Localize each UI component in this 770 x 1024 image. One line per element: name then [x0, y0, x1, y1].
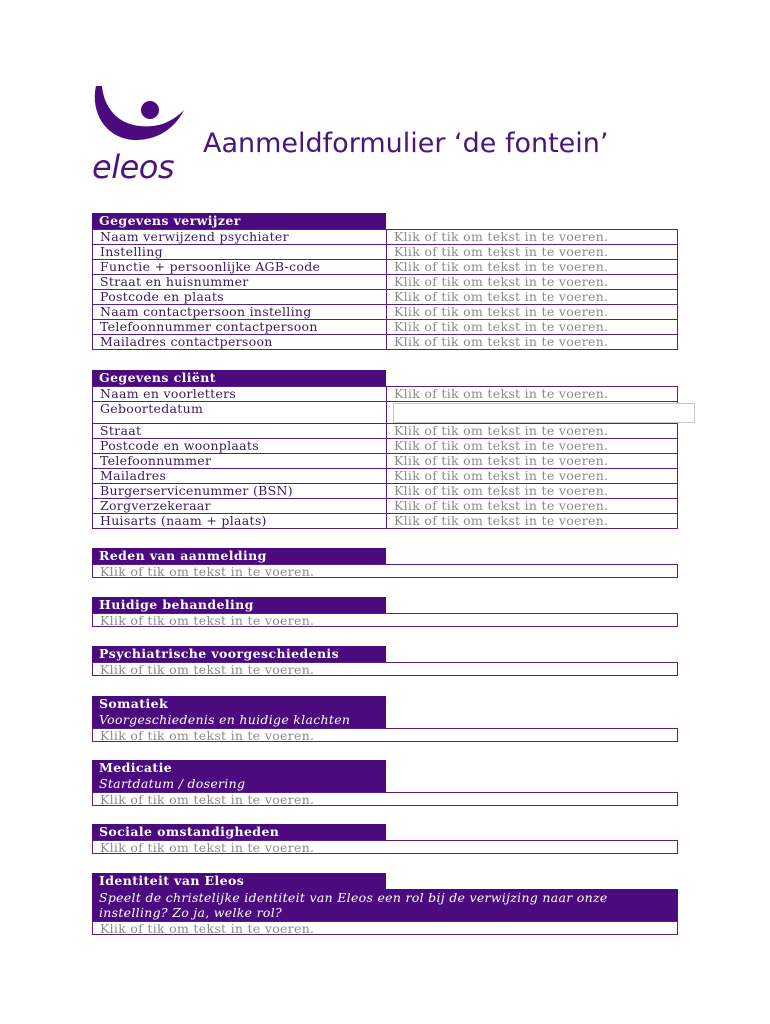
table-row [93, 402, 678, 424]
section-header: Gegevens cliënt [92, 370, 386, 386]
text-field[interactable]: Klik of tik om tekst in te voeren. [92, 921, 678, 935]
text-field[interactable]: Klik of tik om tekst in te voeren. [92, 564, 678, 578]
table-row [93, 335, 678, 350]
section-header: Somatiek [92, 696, 386, 712]
field-label: Postcode en plaats [93, 290, 387, 305]
section-header: Medicatie [92, 760, 386, 776]
text-field[interactable]: Klik of tik om tekst in te voeren. [387, 499, 678, 514]
field-label: Geboortedatum [93, 402, 387, 424]
field-label: Straat en huisnummer [93, 275, 387, 290]
field-label: Straat [93, 424, 387, 439]
table-row [93, 484, 678, 499]
section-somatiek [92, 696, 678, 742]
table-row [93, 320, 678, 335]
field-label: Naam contactpersoon instelling [93, 305, 387, 320]
section-header: Identiteit van Eleos [92, 873, 386, 889]
field-label: Naam verwijzend psychiater [93, 230, 387, 245]
table-row [93, 305, 678, 320]
field-label: Functie + persoonlijke AGB-code [93, 260, 387, 275]
field-label: Burgerservicenummer (BSN) [93, 484, 387, 499]
table-row [93, 230, 678, 245]
section-behandeling [92, 597, 678, 627]
table-row [93, 275, 678, 290]
table-row [93, 514, 678, 529]
text-field[interactable]: Klik of tik om tekst in te voeren. [387, 387, 678, 402]
text-field[interactable]: Klik of tik om tekst in te voeren. [387, 305, 678, 320]
text-field[interactable]: Klik of tik om tekst in te voeren. [387, 245, 678, 260]
section-header: Gegevens verwijzer [92, 213, 386, 229]
section-header: Psychiatrische voorgeschiedenis [92, 646, 386, 662]
section-identiteit [92, 873, 678, 935]
table-row [93, 424, 678, 439]
section-medicatie [92, 760, 678, 806]
table-row [93, 469, 678, 484]
date-input[interactable] [393, 403, 695, 423]
table-row [93, 499, 678, 514]
text-field[interactable]: Klik of tik om tekst in te voeren. [387, 230, 678, 245]
text-field[interactable]: Klik of tik om tekst in te voeren. [387, 469, 678, 484]
field-label: Postcode en woonplaats [93, 439, 387, 454]
text-field[interactable]: Klik of tik om tekst in te voeren. [92, 662, 678, 676]
text-field[interactable]: Klik of tik om tekst in te voeren. [387, 454, 678, 469]
table-row [93, 245, 678, 260]
text-field[interactable]: Klik of tik om tekst in te voeren. [387, 484, 678, 499]
client-table [92, 386, 678, 529]
verwijzer-table [92, 229, 678, 350]
text-field[interactable]: Klik of tik om tekst in te voeren. [387, 290, 678, 305]
table-row [93, 439, 678, 454]
text-field[interactable]: Klik of tik om tekst in te voeren. [92, 613, 678, 627]
text-field[interactable]: Klik of tik om tekst in te voeren. [387, 514, 678, 529]
table-row [93, 454, 678, 469]
field-label: Instelling [93, 245, 387, 260]
page-title: Aanmeldformulier ‘de fontein’ [203, 128, 609, 159]
text-field[interactable]: Klik of tik om tekst in te voeren. [387, 275, 678, 290]
logo-wordmark: eleos [92, 148, 175, 186]
text-field[interactable]: Klik of tik om tekst in te voeren. [387, 439, 678, 454]
text-field[interactable]: Klik of tik om tekst in te voeren. [387, 335, 678, 350]
table-row [93, 290, 678, 305]
field-label: Mailadres contactpersoon [93, 335, 387, 350]
field-label: Huisarts (naam + plaats) [93, 514, 387, 529]
table-row [93, 387, 678, 402]
section-voorgeschiedenis [92, 646, 678, 676]
text-field[interactable]: Klik of tik om tekst in te voeren. [387, 260, 678, 275]
field-label: Zorgverzekeraar [93, 499, 387, 514]
section-verwijzer [92, 213, 678, 350]
section-subheader: Speelt de christelijke identiteit van Eleos een rol bij de verwijzing naar onze instelling? Zo ja, welke rol? [92, 889, 678, 921]
eleos-logo-mark [88, 82, 192, 152]
eleos-logo [88, 82, 192, 190]
field-label: Naam en voorletters [93, 387, 387, 402]
text-field[interactable]: Klik of tik om tekst in te voeren. [92, 728, 678, 742]
text-field[interactable]: Klik of tik om tekst in te voeren. [387, 424, 678, 439]
section-client [92, 370, 678, 529]
text-field[interactable]: Klik of tik om tekst in te voeren. [92, 840, 678, 854]
field-label: Telefoonnummer [93, 454, 387, 469]
field-label: Telefoonnummer contactpersoon [93, 320, 387, 335]
field-label: Mailadres [93, 469, 387, 484]
section-header: Huidige behandeling [92, 597, 386, 613]
section-header: Sociale omstandigheden [92, 824, 386, 840]
section-subheader: Startdatum / dosering [92, 776, 386, 792]
section-subheader: Voorgeschiedenis en huidige klachten [92, 712, 386, 728]
text-field[interactable]: Klik of tik om tekst in te voeren. [92, 792, 678, 806]
date-cell [387, 402, 678, 424]
text-field[interactable]: Klik of tik om tekst in te voeren. [387, 320, 678, 335]
section-reden [92, 548, 678, 578]
table-row [93, 260, 678, 275]
section-sociaal [92, 824, 678, 854]
section-header: Reden van aanmelding [92, 548, 386, 564]
